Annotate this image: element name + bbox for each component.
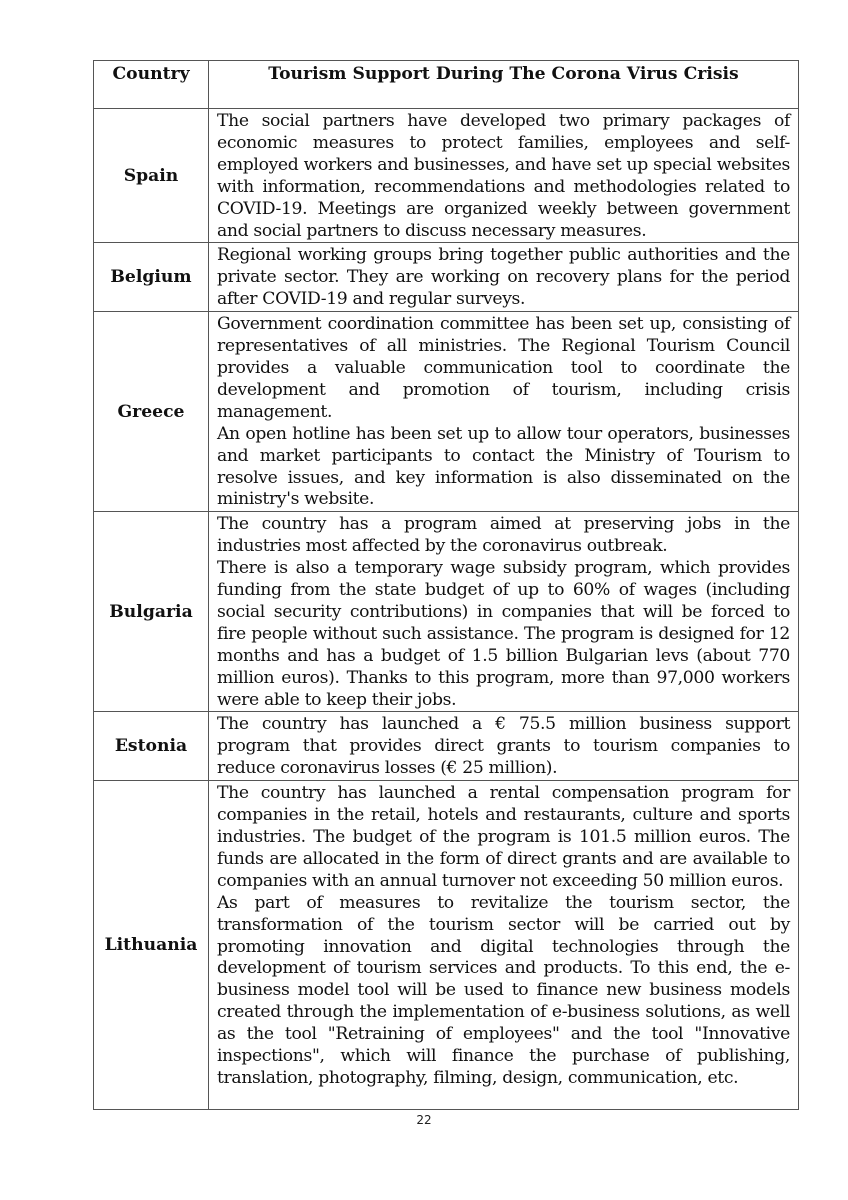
support-paragraph: The country has launched a € 75.5 million business support program that provides direct grants to tourism companies to reduce coronavirus losses (€ 25 million). [217,714,790,779]
header-tourism-support: Tourism Support During The Corona Virus Crisis [209,61,799,109]
support-cell [209,781,799,1110]
table-row-belgium [94,243,799,312]
table-header-row [94,61,799,109]
support-paragraph: An open hotline has been set up to allow tour operators, businesses and market participants to contact the Ministry of Tourism to resolve issues, and key information is also disseminated on the ministry's website. [217,423,790,510]
table-row-lithuania [94,781,799,1110]
table-row-spain [94,109,799,243]
support-cell [209,109,799,243]
support-paragraph: The country has launched a rental compensation program for companies in the retail, hotels and restaurants, culture and sports industries. The budget of the program is 101.5 million euros. The funds are allocated in the form of direct grants and are available to companies with an annual turnover not exceeding 50 million euros. [217,783,790,891]
page-number: 22 [416,1113,432,1127]
support-cell [209,712,799,781]
support-paragraph: Government coordination committee has been set up, consisting of representatives of all ministries. The Regional Tourism Council provides a valuable communication tool to coordinate the development and promotion of tourism, including crisis management. [217,314,790,422]
country-cell: Spain [94,109,209,243]
table-row-estonia [94,712,799,781]
support-paragraph: The country has a program aimed at preserving jobs in the industries most affected by the coronavirus outbreak. [217,514,790,557]
support-cell [209,243,799,312]
country-cell: Lithuania [94,781,209,1110]
support-cell [209,512,799,712]
table-row-greece [94,312,799,512]
country-cell: Estonia [94,712,209,781]
country-cell: Bulgaria [94,512,209,712]
country-cell: Belgium [94,243,209,312]
header-country: Country [94,61,209,109]
support-paragraph: There is also a temporary wage subsidy program, which provides funding from the state budget of up to 60% of wages (including social security contributions) in companies that will be forced to fire people without such assistance. The program is designed for 12 months and has a budget of 1.5 billion Bulgarian levs (about 770 million euros). Thanks to this program, more than 97,000 workers were able to keep their jobs. [217,558,790,710]
country-cell: Greece [94,312,209,512]
support-paragraph: The social partners have developed two primary packages of economic measures to protect families, employees and self-employed workers and businesses, and have set up special websites with information, recommendations and methodologies related to COVID-19. Meetings are organized weekly between government and social partners to discuss necessary measures. [217,111,790,241]
support-paragraph: Regional working groups bring together public authorities and the private sector. They are working on recovery plans for the period after COVID-19 and regular surveys. [217,245,790,310]
table-row-bulgaria [94,512,799,712]
tourism-support-table [93,60,799,1110]
support-paragraph: As part of measures to revitalize the tourism sector, the transformation of the tourism sector will be carried out by promoting innovation and digital technologies through the development of tourism services and products. To this end, the e-business model tool will be used to finance new business models created through the implementation of e-business solutions, as well as the tool "Retraining of employees" and the tool "Innovative inspections", which will finance the purchase of publishing, translation, photography, filming, design, communication, etc. [217,892,790,1088]
support-cell [209,312,799,512]
